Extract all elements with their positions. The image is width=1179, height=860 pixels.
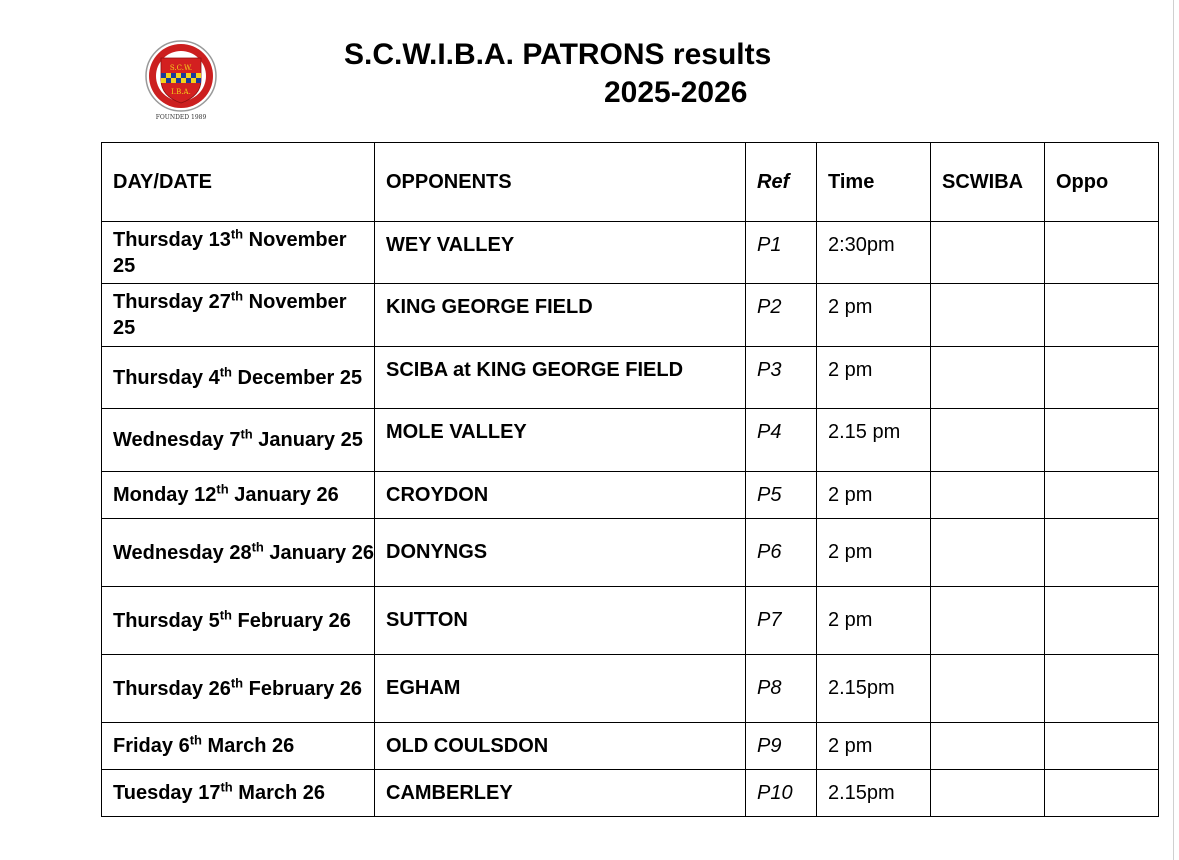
fixture-ref: P7: [746, 587, 817, 655]
fixture-opponent: MOLE VALLEY: [375, 409, 746, 472]
fixture-date: Wednesday 7th January 25: [102, 409, 375, 472]
fixture-scwiba-score: [931, 770, 1045, 817]
fixture-date: Thursday 13th November 25: [102, 222, 375, 284]
fixture-ref: P9: [746, 723, 817, 770]
fixture-opponent: DONYNGS: [375, 519, 746, 587]
fixture-ref: P4: [746, 409, 817, 472]
fixture-scwiba-score: [931, 222, 1045, 284]
fixture-time: 2.15 pm: [817, 409, 931, 472]
fixture-date: Thursday 27th November 25: [102, 284, 375, 347]
fixture-ref: P10: [746, 770, 817, 817]
fixture-oppo-score: [1045, 222, 1159, 284]
column-header-ref: Ref: [746, 143, 817, 222]
fixture-scwiba-score: [931, 519, 1045, 587]
fixture-scwiba-score: [931, 723, 1045, 770]
column-header-scwiba: SCWIBA: [931, 143, 1045, 222]
fixture-ref: P5: [746, 472, 817, 519]
fixture-scwiba-score: [931, 587, 1045, 655]
fixture-opponent: CROYDON: [375, 472, 746, 519]
fixture-time: 2 pm: [817, 519, 931, 587]
column-header-time: Time: [817, 143, 931, 222]
fixture-scwiba-score: [931, 655, 1045, 723]
fixture-date: Thursday 26th February 26: [102, 655, 375, 723]
fixture-scwiba-score: [931, 472, 1045, 519]
table-row: [102, 347, 1159, 409]
club-crest-icon: [143, 40, 219, 122]
fixture-ref: P1: [746, 222, 817, 284]
fixture-date: Thursday 4th December 25: [102, 347, 375, 409]
fixture-ref: P6: [746, 519, 817, 587]
table-header-row: [102, 143, 1159, 222]
fixture-oppo-score: [1045, 347, 1159, 409]
fixture-date: Tuesday 17th March 26: [102, 770, 375, 817]
fixture-time: 2 pm: [817, 723, 931, 770]
fixture-time: 2:30pm: [817, 222, 931, 284]
table-row: [102, 587, 1159, 655]
fixture-time: 2 pm: [817, 347, 931, 409]
fixture-opponent: EGHAM: [375, 655, 746, 723]
fixture-opponent: SCIBA at KING GEORGE FIELD: [375, 347, 746, 409]
table-row: [102, 770, 1159, 817]
fixture-time: 2.15pm: [817, 770, 931, 817]
fixture-oppo-score: [1045, 770, 1159, 817]
fixture-oppo-score: [1045, 284, 1159, 347]
crest-founded-text: FOUNDED 1989: [155, 114, 207, 121]
table-row: [102, 409, 1159, 472]
table-row: [102, 284, 1159, 347]
column-header-oppo: Oppo: [1045, 143, 1159, 222]
season-title: 2025-2026: [604, 76, 748, 109]
fixture-oppo-score: [1045, 519, 1159, 587]
fixture-time: 2 pm: [817, 284, 931, 347]
column-header-opponents: OPPONENTS: [375, 143, 746, 222]
crest-letters-bottom: I.B.A.: [171, 88, 191, 96]
fixture-ref: P3: [746, 347, 817, 409]
page-edge-line: [1173, 0, 1174, 860]
fixture-date: Friday 6th March 26: [102, 723, 375, 770]
table-row: [102, 655, 1159, 723]
fixture-date: Monday 12th January 26: [102, 472, 375, 519]
crest-letters-top: S.C.W.: [169, 64, 193, 72]
fixture-opponent: WEY VALLEY: [375, 222, 746, 284]
page-title: S.C.W.I.B.A. PATRONS results: [344, 38, 772, 71]
fixture-opponent: KING GEORGE FIELD: [375, 284, 746, 347]
fixture-oppo-score: [1045, 655, 1159, 723]
fixture-scwiba-score: [931, 409, 1045, 472]
table-row: [102, 723, 1159, 770]
table-row: [102, 222, 1159, 284]
fixture-opponent: SUTTON: [375, 587, 746, 655]
fixture-oppo-score: [1045, 472, 1159, 519]
fixture-opponent: OLD COULSDON: [375, 723, 746, 770]
fixture-opponent: CAMBERLEY: [375, 770, 746, 817]
fixture-scwiba-score: [931, 284, 1045, 347]
fixture-ref: P8: [746, 655, 817, 723]
fixture-time: 2 pm: [817, 587, 931, 655]
table-row: [102, 519, 1159, 587]
fixture-date: Wednesday 28th January 26: [102, 519, 375, 587]
table-row: [102, 472, 1159, 519]
fixture-date: Thursday 5th February 26: [102, 587, 375, 655]
fixture-time: 2.15pm: [817, 655, 931, 723]
fixture-time: 2 pm: [817, 472, 931, 519]
fixture-oppo-score: [1045, 409, 1159, 472]
fixture-scwiba-score: [931, 347, 1045, 409]
fixture-oppo-score: [1045, 723, 1159, 770]
column-header-date: DAY/DATE: [102, 143, 375, 222]
fixture-ref: P2: [746, 284, 817, 347]
fixtures-table: [101, 142, 1159, 817]
fixture-oppo-score: [1045, 587, 1159, 655]
